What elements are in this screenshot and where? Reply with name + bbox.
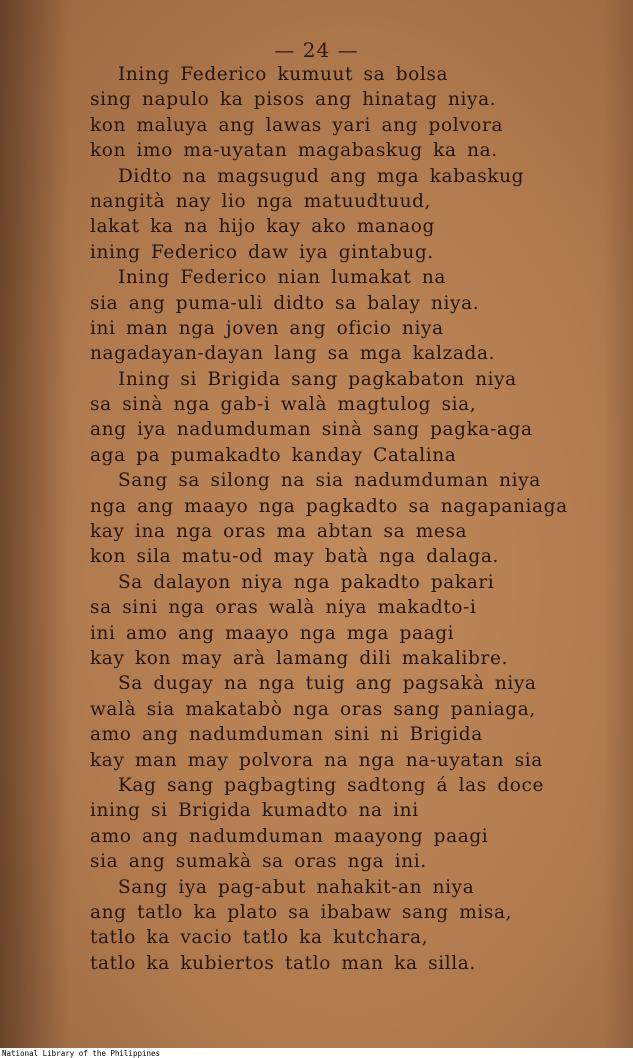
text-line: Sa dalayon niya nga pakadto pakari — [118, 571, 495, 593]
text-line: aga pa pumakadto kanday Catalina — [90, 444, 457, 466]
text-line: amo ang nadumduman sini ni Brigida — [90, 724, 483, 746]
page-number: — 24 — — [274, 38, 359, 62]
text-line: nagadayan-dayan lang sa mga kalzada. — [90, 343, 496, 365]
text-line: kon sila matu-od may batà nga dalaga. — [90, 546, 499, 568]
text-line: lakat ka na hijo kay ako manaog — [90, 216, 435, 238]
text-line: walà sia makatabò nga oras sang paniaga, — [90, 698, 536, 720]
text-line: kay kon may arà lamang dili makalibre. — [90, 647, 508, 669]
text-line: Sang iya pag-abut nahakit-an niya — [118, 876, 475, 898]
text-line: ang iya nadumduman sinà sang pagka-aga — [90, 419, 533, 441]
poem-text-block — [90, 62, 590, 976]
text-line: sa sini nga oras walà niya makadto-i — [90, 597, 477, 619]
library-credit: National Library of the Philippines — [2, 1049, 161, 1058]
text-line: tatlo ka kubiertos tatlo man ka silla. — [90, 952, 476, 974]
text-line: kay man may polvora na nga na-uyatan sia — [90, 749, 543, 771]
text-line: ang tatlo ka plato sa ibabaw sang misa, — [90, 901, 513, 923]
text-line: Ining Federico kumuut sa bolsa — [118, 64, 449, 85]
text-line: sia ang puma-uli didto sa balay niya. — [90, 292, 480, 314]
text-line: ining si Brigida kumadto na ini — [90, 800, 419, 822]
text-line: Ining Federico nian lumakat na — [118, 267, 447, 289]
text-line: Didto na magsugud ang mga kabaskug — [118, 165, 525, 187]
text-line: sa sinà nga gab-i walà magtulog sia, — [90, 394, 477, 416]
text-line: nga ang maayo nga pagkadto sa nagapaniaga — [90, 495, 568, 517]
text-line: kon maluya ang lawas yari ang polvora — [90, 114, 504, 136]
text-line: kon imo ma-uyatan magabaskug ka na. — [90, 140, 498, 162]
text-line: kay ina nga oras ma abtan sa mesa — [90, 521, 468, 543]
text-line: tatlo ka vacio tatlo ka kutchara, — [90, 927, 429, 949]
text-line: Sang sa silong na sia nadumduman niya — [118, 470, 541, 492]
text-line: ining Federico daw iya gintabug. — [90, 241, 434, 263]
text-line: ini amo ang maayo nga mga paagi — [90, 622, 455, 644]
text-line: sia ang sumakà sa oras nga ini. — [90, 851, 427, 873]
text-line: Kag sang pagbagting sadtong á las doce — [118, 774, 545, 796]
text-line: Ining si Brigida sang pagkabaton niya — [118, 368, 517, 390]
text-line: Sa dugay na nga tuig ang pagsakà niya — [118, 673, 537, 695]
text-line: sing napulo ka pisos ang hinatag niya. — [90, 89, 497, 111]
text-line: ini man nga joven ang oficio niya — [90, 317, 444, 339]
text-line: amo ang nadumduman maayong paagi — [90, 825, 489, 847]
text-line: nangità nay lio nga matuudtuud, — [90, 190, 432, 212]
